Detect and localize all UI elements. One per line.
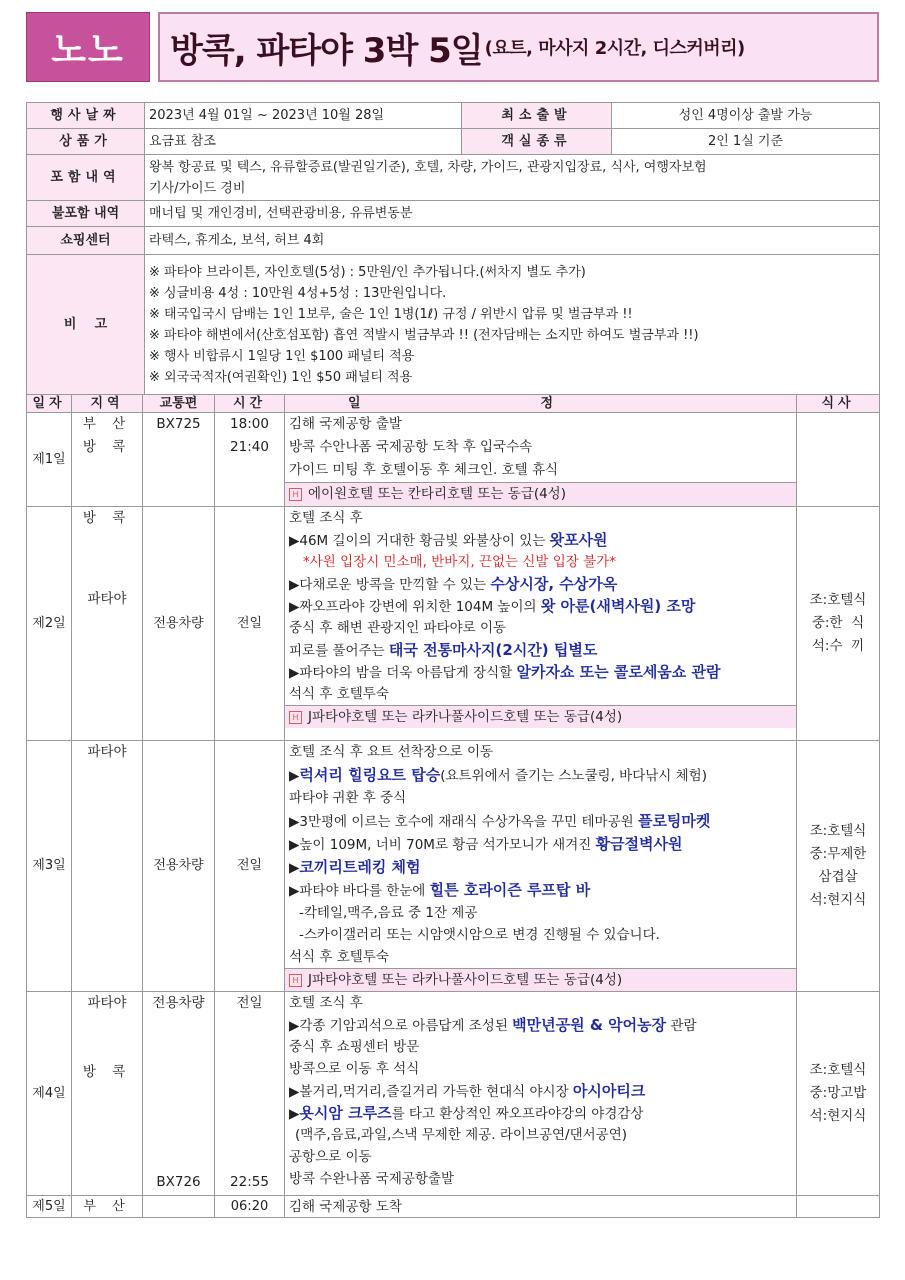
meal-cell: [797, 507, 880, 741]
itinerary-line: 김해 국제공항 도착: [285, 1196, 797, 1218]
hotel-name: J파타야호텔 또는 라카나풀사이드호텔 또는 동급(4성): [308, 972, 623, 988]
region: 파타야: [87, 995, 127, 1011]
region-cell: [72, 741, 143, 992]
col-transport: 교통편: [143, 395, 215, 413]
note-label: 비 고: [27, 255, 145, 395]
itinerary-line: 방콕 수완나폼 국제공항출발: [289, 1171, 455, 1187]
meal-item: 조:호텔식: [809, 1062, 867, 1078]
shop-value: 라텍스, 휴게소, 보석, 허브 4회: [145, 227, 880, 255]
min-value: 성인 4명이상 출발 가능: [612, 103, 880, 129]
meal-item: 석:현지식: [809, 1108, 867, 1124]
note-item: ※ 파타야 브라이튼, 자인호텔(5성) : 5만원/인 추가됩니다.(써차지 별도 추가): [149, 264, 586, 280]
region: 방 콕: [82, 1064, 132, 1080]
itinerary-line: 가이드 미팅 후 호텔이동 후 체크인. 호텔 휴식: [289, 462, 559, 478]
day-row-5: [27, 1196, 880, 1218]
time-cell: 전일: [215, 507, 285, 741]
time: 22:55: [230, 1174, 269, 1190]
note-item: ※ 행사 비합류시 1일당 1인 $100 패널티 적용: [149, 348, 415, 364]
price-label: 상품가: [27, 129, 145, 155]
itinerary-line: ▶파타야 바다를 한눈에 힐튼 호라이즌 루프탑 바: [289, 881, 591, 899]
transport-cell: [143, 413, 215, 507]
itinerary-line: 방콕으로 이동 후 석식: [289, 1061, 420, 1077]
schedule-table: [26, 394, 880, 1218]
region-cell: [72, 992, 143, 1196]
hotel-name: 에이원호텔 또는 칸타리호텔 또는 동급(4성): [308, 486, 566, 502]
itinerary-cell: [285, 741, 797, 992]
meal-cell: [797, 413, 880, 507]
day-label: 제5일: [27, 1196, 72, 1218]
min-label: 최소출발: [462, 103, 612, 129]
itinerary-line: ▶볼거리,먹거리,즐길거리 가득한 현대식 야시장 아시아티크: [289, 1082, 646, 1100]
note-item: ※ 외국국적자(여권확인) 1인 $50 패널티 적용: [149, 369, 413, 385]
itinerary-line: 공항으로 이동: [289, 1149, 372, 1165]
hotel-line: [285, 482, 796, 506]
col-day: 일자: [27, 395, 72, 413]
time: 06:20: [215, 1196, 285, 1218]
header: [26, 12, 879, 84]
day-row-3: [27, 741, 880, 992]
itinerary-line: 김해 국제공항 출발: [289, 416, 402, 432]
info-table: [26, 102, 880, 395]
meal-item: 중:한 식: [811, 615, 865, 631]
itinerary-line: ▶욧시암 크루즈를 타고 환상적인 짜오프라야강의 야경감상: [289, 1104, 644, 1122]
day-label: 제1일: [27, 413, 72, 507]
page-title: 방콕, 파타야 3박 5일: [170, 30, 483, 71]
region-cell: [72, 413, 143, 507]
itinerary-line: ▶각종 기암괴석으로 아름답게 조성된 백만년공원 & 악어농장 관람: [289, 1016, 697, 1034]
notes: [145, 255, 880, 395]
note-item: ※ 싱글비용 4성 : 10만원 4성+5성 : 13만원입니다.: [149, 285, 447, 301]
region: 방 콕: [82, 510, 132, 526]
itinerary-line: 파타야 귀환 후 중식: [289, 790, 407, 806]
hotel-line: [285, 968, 796, 991]
title-box: [158, 12, 879, 82]
hotel-icon: H: [289, 974, 302, 987]
time-cell: [215, 992, 285, 1196]
itinerary-line: -칵테일,맥주,음료 중 1잔 제공: [299, 905, 478, 921]
time-cell: 전일: [215, 741, 285, 992]
itinerary-line: 석식 후 호텔투숙: [289, 949, 389, 965]
incl-line: 왕복 항공료 및 텍스, 유류할증료(발권일기준), 호텔, 차량, 가이드, 관광지입장료, 식사, 여행자보험: [149, 159, 707, 175]
region: 파타야: [87, 744, 127, 760]
day-label: 제2일: [27, 507, 72, 741]
meal-item: 중:무제한: [809, 846, 867, 862]
brand-badge: 노노: [26, 12, 150, 82]
itinerary-line: ▶다채로운 방콕을 만끽할 수 있는 수상시장, 수상가옥: [289, 575, 618, 593]
col-time: 시간: [215, 395, 285, 413]
day-row-2: [27, 507, 880, 741]
itinerary-line: ▶높이 109M, 너비 70M로 황금 석가모니가 새겨진 황금절벽사원: [289, 835, 683, 853]
itinerary-line: 호텔 조식 후 요트 선착장으로 이동: [289, 744, 494, 760]
region-cell: [72, 507, 143, 741]
meal-item: 조:호텔식: [809, 592, 867, 608]
meal-cell: [797, 741, 880, 992]
meal-item: 석:수 끼: [811, 638, 865, 654]
shop-label: 쇼핑센터: [27, 227, 145, 255]
region: 부 산: [72, 1196, 143, 1218]
itinerary-line: 중식 후 해변 관광지인 파타야로 이동: [289, 620, 507, 636]
itinerary-line: (맥주,음료,과일,스낵 무제한 제공. 라이브공연/댄서공연): [295, 1127, 628, 1143]
itinerary-line: 중식 후 쇼핑센터 방문: [289, 1039, 420, 1055]
incl-line: 기사/가이드 경비: [149, 180, 246, 196]
incl-label: 포함내역: [27, 155, 145, 201]
notice-line: *사원 입장시 민소매, 반바지, 끈없는 신발 입장 불가*: [303, 554, 616, 570]
meal-cell: [797, 992, 880, 1196]
itinerary-line: 호텔 조식 후: [289, 510, 363, 526]
itinerary-line: ▶파타야의 밤을 더욱 아름답게 장식할 알카자쇼 또는 콜로세움쇼 관람: [289, 663, 721, 681]
itinerary-cell: [285, 507, 797, 741]
hotel-line: [285, 705, 796, 728]
flight: BX725: [156, 416, 201, 432]
itinerary-line: 호텔 조식 후: [289, 995, 363, 1011]
meal-item: 삼겹살: [818, 869, 858, 885]
note-item: ※ 태국입국시 담배는 1인 1보루, 술은 1인 1병(1ℓ) 규정 / 위반시 압류 및 벌금부과 !!: [149, 306, 633, 322]
room-label: 객실종류: [462, 129, 612, 155]
itinerary-line: ▶짜오프라야 강변에 위치한 104M 높이의 왓 아룬(새벽사원) 조망: [289, 597, 696, 615]
meal-cell: [797, 1196, 880, 1218]
meal-item: 중:망고밥: [809, 1085, 867, 1101]
date-label: 행사날짜: [27, 103, 145, 129]
transport-cell: 전용차량: [143, 741, 215, 992]
incl-value: [145, 155, 880, 201]
itinerary-cell: [285, 413, 797, 507]
meal-item: 석:현지식: [809, 892, 867, 908]
page-subtitle: (요트, 마사지 2시간, 디스커버리): [484, 38, 745, 59]
region: 부 산: [82, 416, 132, 432]
itinerary-line: ▶코끼리트레킹 체험: [289, 858, 421, 876]
itinerary-line: 피로를 풀어주는 태국 전통마사지(2시간) 팁별도: [289, 641, 598, 659]
transport-cell: [143, 992, 215, 1196]
day-row-4: [27, 992, 880, 1196]
price-value: 요금표 참조: [145, 129, 462, 155]
region: 방 콕: [82, 439, 132, 455]
itinerary-line: 석식 후 호텔투숙: [289, 686, 389, 702]
col-meal: 식사: [797, 395, 880, 413]
note-item: ※ 파타야 해변에서(산호섬포함) 흡연 적발시 벌금부과 !! (전자담배는 소지만 하여도 벌금부과 !!): [149, 327, 699, 343]
time: 18:00: [230, 416, 269, 432]
room-value: 2인 1실 기준: [612, 129, 880, 155]
flight: BX726: [156, 1174, 201, 1190]
excl-label: 불포함 내역: [27, 201, 145, 227]
transport: 전용차량: [152, 995, 205, 1011]
itinerary-line: ▶3만평에 이르는 호수에 재래식 수상가옥을 꾸민 테마공원 플로팅마켓: [289, 812, 711, 830]
meal-item: 조:호텔식: [809, 823, 867, 839]
time: 전일: [236, 995, 263, 1011]
hotel-icon: H: [289, 488, 302, 501]
transport-cell: [143, 1196, 215, 1218]
transport-cell: 전용차량: [143, 507, 215, 741]
hotel-icon: H: [289, 711, 302, 724]
itinerary-line: ▶46M 길이의 거대한 황금빛 와불상이 있는 왓포사원: [289, 531, 608, 549]
time: 21:40: [230, 439, 269, 455]
hotel-name: J파타야호텔 또는 라카나풀사이드호텔 또는 동급(4성): [308, 709, 623, 725]
col-itinerary: 일정: [285, 395, 797, 413]
region: 파타야: [87, 591, 127, 607]
excl-value: 매너팁 및 개인경비, 선택관광비용, 유류변동분: [145, 201, 880, 227]
day-label: 제4일: [27, 992, 72, 1196]
itinerary-cell: [285, 992, 797, 1196]
itinerary-line: ▶럭셔리 힐링요트 탑승(요트위에서 즐기는 스노쿨링, 바다낚시 체험): [289, 766, 707, 784]
itinerary-line: -스카이갤러리 또는 시암앳시암으로 변경 진행될 수 있습니다.: [299, 927, 660, 943]
itinerary-line: 방콕 수안나폼 국제공항 도착 후 입국수속: [289, 439, 533, 455]
time-cell: [215, 413, 285, 507]
date-value: 2023년 4월 01일 ~ 2023년 10월 28일: [145, 103, 462, 129]
day-row-1: [27, 413, 880, 507]
col-region: 지역: [72, 395, 143, 413]
day-label: 제3일: [27, 741, 72, 992]
